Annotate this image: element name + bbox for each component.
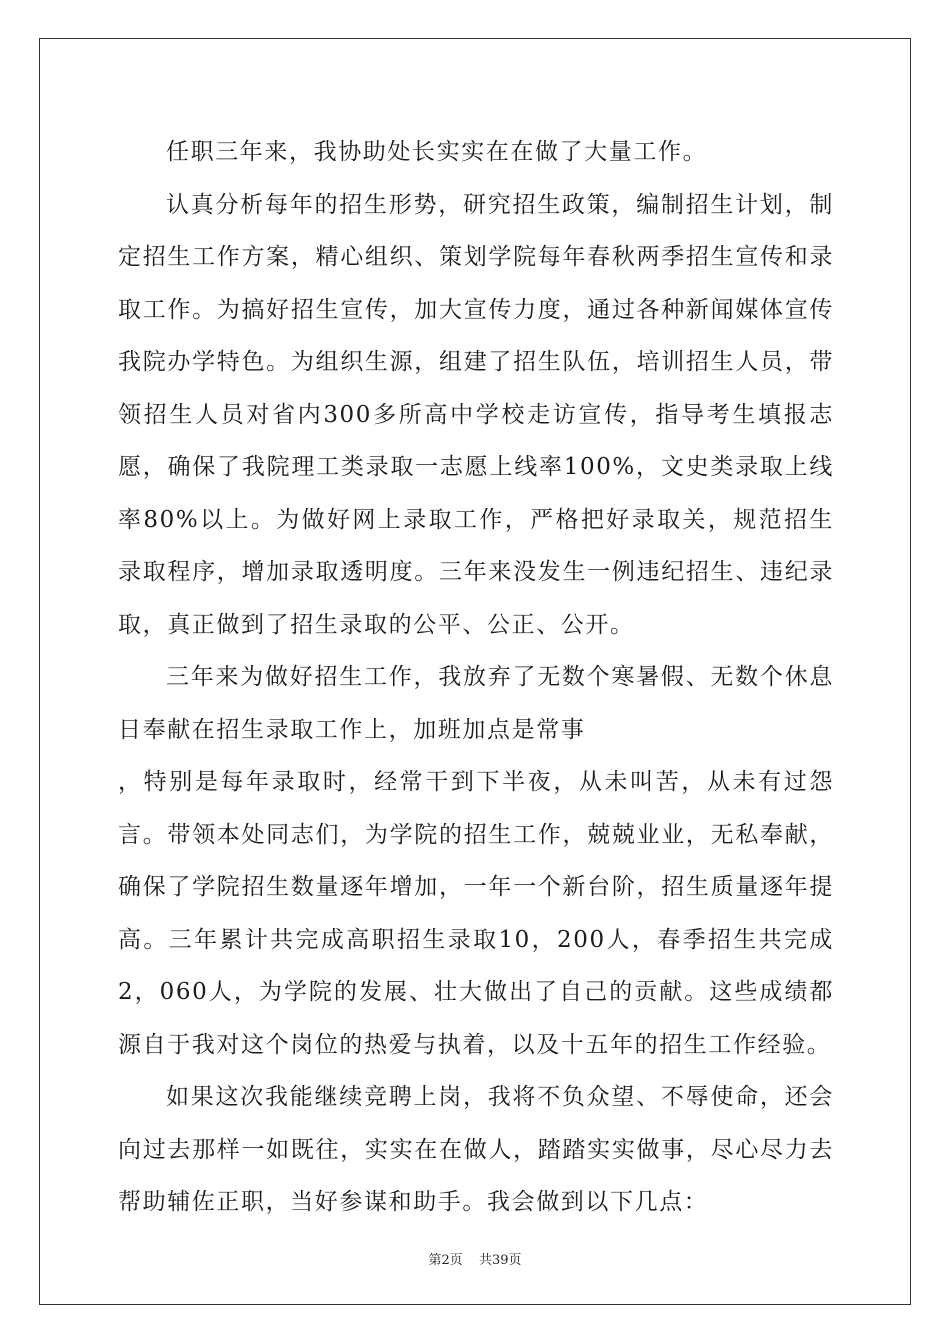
paragraph-4: ，特别是每年录取时，经常干到下半夜，从未叫苦，从未有过怨言。带领本处同志们，为学院的招生工作，兢兢业业，无私奉献，确保了学院招生数量逐年增加，一年一个新台阶，招生质量逐年提高。三年累计共完成高职招生录取10，200人，春季招生共完成2，060人，为学院的发展、壮大做出了自己的贡献。这些成绩都源自于我对这个岗位的热爱与执着，以及十五年的招生工作经验。: [118, 769, 834, 1058]
paragraph-3: 三年来为做好招生工作，我放弃了无数个寒暑假、无数个休息日奉献在招生录取工作上，加班加点是常事: [118, 664, 834, 743]
paragraph-5: 如果这次我能继续竞聘上岗，我将不负众望、不辱使命，还会向过去那样一如既往，实实在在做人，踏踏实实做事，尽心尽力去帮助辅佐正职，当好参谋和助手。我会做到以下几点：: [118, 1084, 834, 1215]
paragraph-2: 认真分析每年的招生形势，研究招生政策，编制招生计划，制定招生工作方案，精心组织、策划学院每年春秋两季招生宣传和录取工作。为搞好招生宣传，加大宣传力度，通过各种新闻媒体宣传我院办学特色。为组织生源，组建了招生队伍，培训招生人员，带领招生人员对省内300多所高中学校走访宣传，指导考生填报志愿，确保了我院理工类录取一志愿上线率100%，文史类录取上线率80%以上。为做好网上录取工作，严格把好录取关，规范招生录取程序，增加录取透明度。三年来没发生一例违纪招生、违纪录取，真正做到了招生录取的公平、公正、公开。: [118, 191, 834, 638]
paragraph-1: 任职三年来，我协助处长实实在在做了大量工作。: [166, 139, 708, 165]
page-number: 第2页: [428, 1253, 463, 1268]
page-footer: [0, 1249, 950, 1268]
document-body: [118, 126, 834, 1229]
page-total: 共39页: [478, 1253, 522, 1268]
